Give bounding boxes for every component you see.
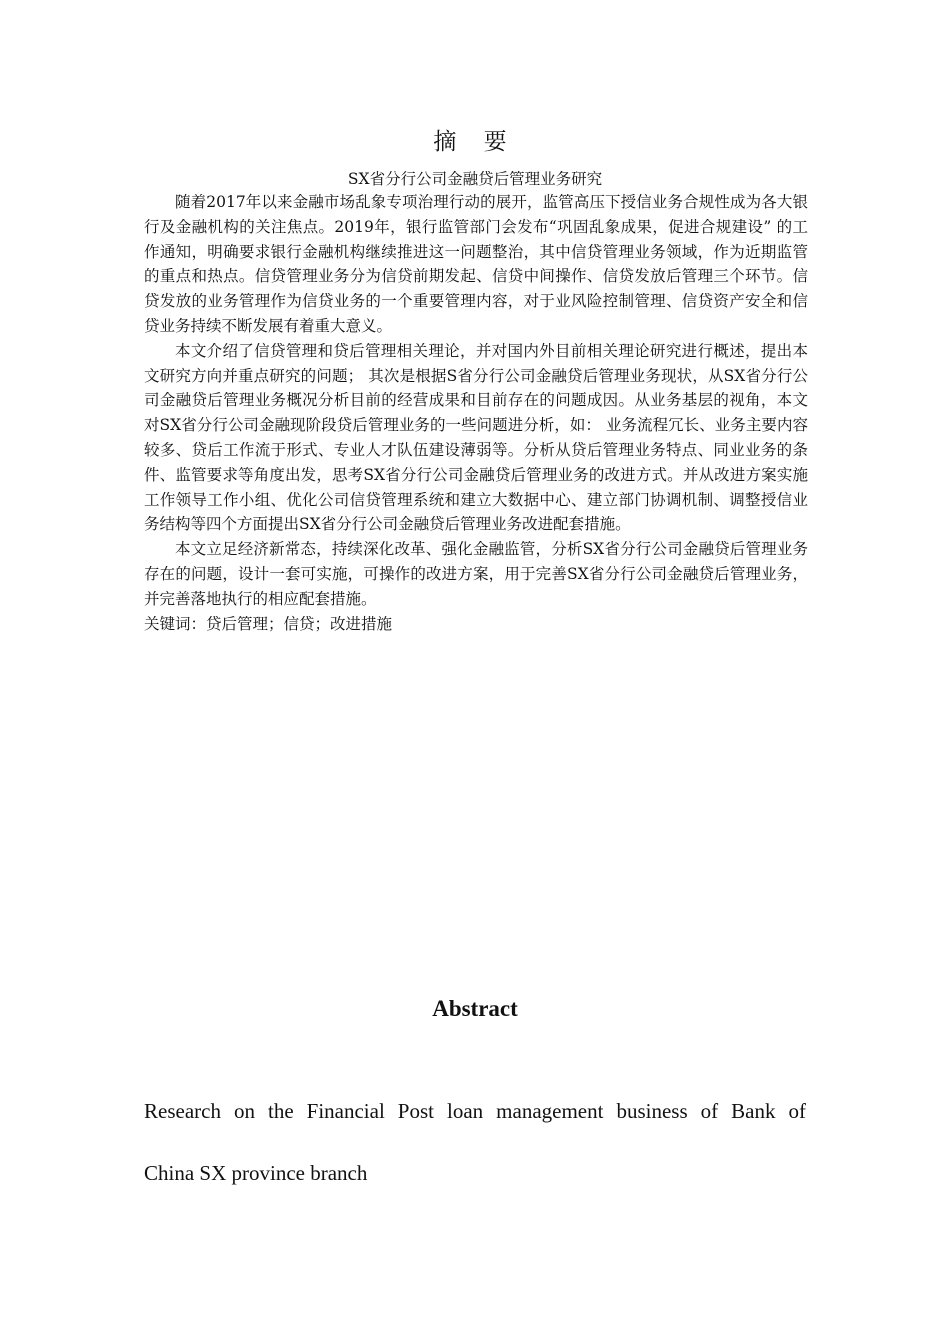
abstract-paragraph: 本文介绍了信贷管理和贷后管理相关理论，并对国内外目前相关理论研究进行概述，提出本文研究方向并重点研究的问题； 其次是根据S省分行公司金融贷后管理业务现状，从SX省分行公司金融贷后管理业务概况分析目前的经营成果和目前存在的问题成因。从业务基层的视角，本文对SX省分行公司金融现阶段贷后管理业务的一些问题进分析，如： 业务流程冗长、业务主要内容较多、贷后工作流于形式、专业人才队伍建设薄弱等。分析从贷后管理业务特点、同业业务的条件、监管要求等角度出发，思考SX省分行公司金融贷后管理业务的改进方式。并从改进方案实施工作领导工作小组、优化公司信贷管理系统和建立大数据中心、建立部门协调机制、调整授信业务结构等四个方面提出SX省分行公司金融贷后管理业务改进配套措施。 (144, 341, 808, 534)
abstract-paragraph: 本文立足经济新常态，持续深化改革、强化金融监管，分析SX省分行公司金融贷后管理业务存在的问题，设计一套可实施，可操作的改进方案，用于完善SX省分行公司金融贷后管理业务，并完善落地执行的相应配套措施。 (144, 540, 808, 608)
english-thesis-title (144, 1080, 806, 1204)
english-abstract-heading: Abstract (432, 996, 518, 1021)
chinese-abstract-body (144, 190, 808, 636)
english-title-line-2: China SX province branch (144, 1161, 368, 1185)
english-title-line-1: Research on the Financial Post loan management business of Bank of (144, 1099, 806, 1123)
keywords-line: 关键词：贷后管理；信贷；改进措施 (144, 614, 393, 633)
chinese-thesis-title: SX省分行公司金融贷后管理业务研究 (347, 170, 603, 188)
chinese-abstract-heading: 摘 要 (433, 129, 517, 155)
abstract-paragraph: 随着2017年以来金融市场乱象专项治理行动的展开，监管高压下授信业务合规性成为各大银行及金融机构的关注焦点。2019年，银行监管部门会发布“巩固乱象成果，促进合规建设” 的工作通知，明确要求银行金融机构继续推进这一问题整治，其中信贷管理业务领域，作为近期监管的重点和热点。信贷管理业务分为信贷前期发起、信贷中间操作、信贷发放后管理三个环节。信贷发放的业务管理作为信贷业务的一个重要管理内容，对于业风险控制管理、信贷资产安全和信贷业务持续不断发展有着重大意义。 (144, 193, 808, 335)
